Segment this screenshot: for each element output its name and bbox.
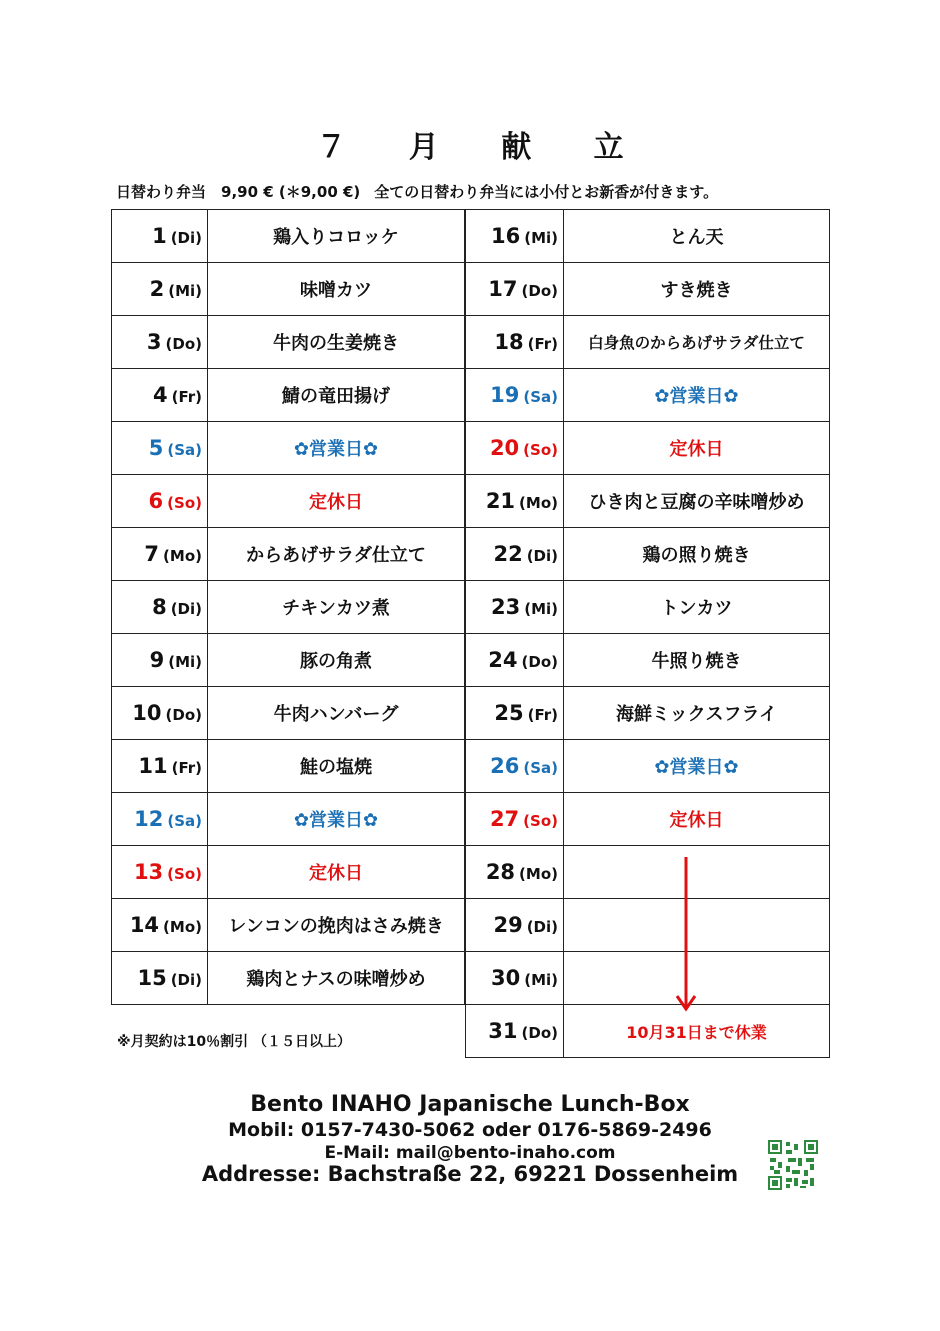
monthly-contract-note: ※月契約は10％割引 （１５日以上） bbox=[117, 1034, 351, 1050]
weekday-label: (Mi) bbox=[168, 653, 202, 671]
dish-cell: 定休日 bbox=[208, 846, 465, 899]
day-number: 5 bbox=[148, 436, 164, 460]
page-title: ７ 月 献 立 bbox=[316, 130, 650, 165]
menu-row bbox=[112, 952, 465, 1005]
menu-row bbox=[466, 369, 830, 422]
day-cell bbox=[112, 210, 208, 263]
day-cell bbox=[466, 263, 564, 316]
day-number: 16 bbox=[490, 224, 521, 248]
day-number: 18 bbox=[494, 330, 524, 354]
day-cell bbox=[466, 316, 564, 369]
menu-row bbox=[466, 793, 830, 846]
weekday-label: (Sa) bbox=[523, 759, 558, 777]
day-cell bbox=[466, 1005, 564, 1058]
day-cell bbox=[466, 740, 564, 793]
day-number: 14 bbox=[129, 913, 160, 937]
menu-row bbox=[466, 422, 830, 475]
dish-cell: 牛肉ハンバーグ bbox=[208, 687, 465, 740]
dish-cell: とん天 bbox=[564, 210, 830, 263]
weekday-label: (Sa) bbox=[167, 441, 202, 459]
dish-cell: チキンカツ煮 bbox=[208, 581, 465, 634]
day-cell bbox=[112, 528, 208, 581]
day-cell bbox=[466, 846, 564, 899]
dish-cell: ✿営業日✿ bbox=[208, 793, 465, 846]
menu-row bbox=[466, 952, 830, 1005]
dish-cell: 定休日 bbox=[564, 422, 830, 475]
day-number: 30 bbox=[490, 966, 521, 990]
menu-row bbox=[466, 846, 830, 899]
dish-cell: 定休日 bbox=[564, 793, 830, 846]
weekday-label: (Di) bbox=[526, 918, 558, 936]
weekday-label: (Mi) bbox=[524, 229, 558, 247]
day-cell bbox=[466, 581, 564, 634]
menu-row bbox=[466, 1005, 830, 1058]
menu-row bbox=[112, 740, 465, 793]
menu-row bbox=[112, 793, 465, 846]
street-address: Addresse: Bachstraße 22, 69221 Dossenheim bbox=[201, 1162, 739, 1186]
weekday-label: (Di) bbox=[170, 971, 202, 989]
menu-row bbox=[112, 528, 465, 581]
day-number: 4 bbox=[152, 383, 168, 407]
menu-row bbox=[112, 316, 465, 369]
day-number: 25 bbox=[494, 701, 524, 725]
dish-cell: トンカツ bbox=[564, 581, 830, 634]
phone-numbers: Mobil: 0157-7430-5062 oder 0176-5869-2496 bbox=[228, 1119, 712, 1141]
weekday-label: (Fr) bbox=[527, 706, 558, 724]
day-cell bbox=[112, 899, 208, 952]
day-cell bbox=[112, 846, 208, 899]
dish-cell: レンコンの挽肉はさみ焼き bbox=[208, 899, 465, 952]
menu-row bbox=[466, 528, 830, 581]
day-number: 28 bbox=[485, 860, 516, 884]
day-cell bbox=[466, 369, 564, 422]
email-address: E-Mail: mail@bento-inaho.com bbox=[324, 1143, 616, 1163]
day-number: 23 bbox=[490, 595, 521, 619]
dish-cell: 鶏肉とナスの味噌炒め bbox=[208, 952, 465, 1005]
weekday-label: (Sa) bbox=[523, 388, 558, 406]
menu-row bbox=[112, 899, 465, 952]
dish-cell: 定休日 bbox=[208, 475, 465, 528]
menu-row bbox=[466, 740, 830, 793]
weekday-label: (Di) bbox=[170, 600, 202, 618]
menu-row bbox=[112, 263, 465, 316]
day-cell bbox=[112, 952, 208, 1005]
menu-row bbox=[466, 634, 830, 687]
menu-row bbox=[112, 475, 465, 528]
day-number: 21 bbox=[485, 489, 516, 513]
day-number: 8 bbox=[152, 595, 167, 619]
menu-table-right bbox=[465, 209, 830, 1058]
day-number: 29 bbox=[493, 913, 523, 937]
business-name: Bento INAHO Japanische Lunch-Box bbox=[250, 1092, 690, 1117]
day-cell bbox=[112, 475, 208, 528]
day-cell bbox=[466, 687, 564, 740]
menu-row bbox=[112, 634, 465, 687]
menu-row bbox=[466, 263, 830, 316]
dish-cell: ひき肉と豆腐の辛味噌炒め bbox=[564, 475, 830, 528]
weekday-label: (Sa) bbox=[167, 812, 202, 830]
weekday-label: (Fr) bbox=[171, 759, 202, 777]
menu-row bbox=[466, 210, 830, 263]
day-cell bbox=[112, 316, 208, 369]
menu-row bbox=[466, 899, 830, 952]
day-number: 10 bbox=[132, 701, 162, 725]
day-cell bbox=[466, 634, 564, 687]
menu-row bbox=[466, 316, 830, 369]
day-number: 2 bbox=[149, 277, 165, 301]
dish-cell: 牛照り焼き bbox=[564, 634, 830, 687]
dish-cell: ✿営業日✿ bbox=[208, 422, 465, 475]
day-cell bbox=[112, 422, 208, 475]
dish-cell: 鶏の照り焼き bbox=[564, 528, 830, 581]
day-number: 1 bbox=[152, 224, 167, 248]
weekday-label: (Do) bbox=[165, 335, 202, 353]
qr-code-icon bbox=[768, 1140, 818, 1190]
day-cell bbox=[466, 210, 564, 263]
weekday-label: (Do) bbox=[521, 282, 558, 300]
day-number: 19 bbox=[490, 383, 520, 407]
day-number: 22 bbox=[493, 542, 523, 566]
day-cell bbox=[112, 634, 208, 687]
weekday-label: (So) bbox=[167, 494, 202, 512]
day-number: 11 bbox=[138, 754, 168, 778]
weekday-label: (So) bbox=[167, 865, 202, 883]
weekday-label: (Do) bbox=[165, 706, 202, 724]
menu-row bbox=[466, 475, 830, 528]
day-number: 31 bbox=[488, 1019, 518, 1043]
day-number: 15 bbox=[137, 966, 167, 990]
menu-row bbox=[112, 846, 465, 899]
weekday-label: (Mo) bbox=[519, 494, 558, 512]
weekday-label: (So) bbox=[523, 441, 558, 459]
day-cell bbox=[112, 793, 208, 846]
dish-cell: 白身魚のからあげサラダ仕立て bbox=[564, 316, 830, 369]
day-cell bbox=[466, 952, 564, 1005]
dish-cell: 10月31日まで休業 bbox=[564, 1005, 830, 1058]
weekday-label: (Di) bbox=[170, 229, 202, 247]
weekday-label: (Di) bbox=[526, 547, 558, 565]
price-text: 日替わり弁当 9,90 € (＊9,00 €) bbox=[116, 183, 361, 201]
day-number: 24 bbox=[488, 648, 518, 672]
menu-row bbox=[466, 687, 830, 740]
day-cell bbox=[112, 740, 208, 793]
dish-cell: すき焼き bbox=[564, 263, 830, 316]
day-cell bbox=[112, 263, 208, 316]
day-cell bbox=[466, 899, 564, 952]
day-cell bbox=[112, 687, 208, 740]
weekday-label: (Fr) bbox=[527, 335, 558, 353]
dish-cell: 味噌カツ bbox=[208, 263, 465, 316]
menu-row bbox=[466, 581, 830, 634]
day-number: 27 bbox=[489, 807, 520, 831]
menu-row bbox=[112, 581, 465, 634]
day-number: 12 bbox=[134, 807, 164, 831]
dish-cell: ✿営業日✿ bbox=[564, 369, 830, 422]
day-number: 9 bbox=[149, 648, 165, 672]
day-number: 13 bbox=[133, 860, 164, 884]
dish-cell: からあげサラダ仕立て bbox=[208, 528, 465, 581]
weekday-label: (Mo) bbox=[163, 918, 202, 936]
menu-row bbox=[112, 210, 465, 263]
dish-cell: 牛肉の生姜焼き bbox=[208, 316, 465, 369]
price-info bbox=[116, 181, 836, 202]
dish-cell: 鮭の塩焼 bbox=[208, 740, 465, 793]
day-number: 26 bbox=[490, 754, 520, 778]
weekday-label: (Mi) bbox=[524, 600, 558, 618]
day-cell bbox=[466, 528, 564, 581]
day-number: 6 bbox=[148, 489, 164, 513]
menu-row bbox=[112, 422, 465, 475]
weekday-label: (Fr) bbox=[171, 388, 202, 406]
day-cell bbox=[112, 369, 208, 422]
included-sides-text: 全ての日替わり弁当には小付とお新香が付きます。 bbox=[374, 183, 719, 201]
weekday-label: (Do) bbox=[521, 1024, 558, 1042]
down-arrow-icon bbox=[672, 855, 700, 1015]
day-number: 20 bbox=[489, 436, 520, 460]
weekday-label: (Do) bbox=[521, 653, 558, 671]
menu-table-left bbox=[111, 209, 465, 1005]
menu-row bbox=[112, 687, 465, 740]
day-number: 17 bbox=[488, 277, 518, 301]
day-cell bbox=[466, 793, 564, 846]
day-cell bbox=[112, 581, 208, 634]
menu-row bbox=[112, 369, 465, 422]
dish-cell: 鶏入りコロッケ bbox=[208, 210, 465, 263]
dish-cell: 海鮮ミックスフライ bbox=[564, 687, 830, 740]
dish-cell: ✿営業日✿ bbox=[564, 740, 830, 793]
day-number: 3 bbox=[146, 330, 162, 354]
weekday-label: (Mi) bbox=[524, 971, 558, 989]
weekday-label: (Mo) bbox=[519, 865, 558, 883]
weekday-label: (Mo) bbox=[163, 547, 202, 565]
dish-cell: 鯖の竜田揚げ bbox=[208, 369, 465, 422]
weekday-label: (Mi) bbox=[168, 282, 202, 300]
day-cell bbox=[466, 475, 564, 528]
day-number: 7 bbox=[144, 542, 160, 566]
day-cell bbox=[466, 422, 564, 475]
dish-cell: 豚の角煮 bbox=[208, 634, 465, 687]
weekday-label: (So) bbox=[523, 812, 558, 830]
